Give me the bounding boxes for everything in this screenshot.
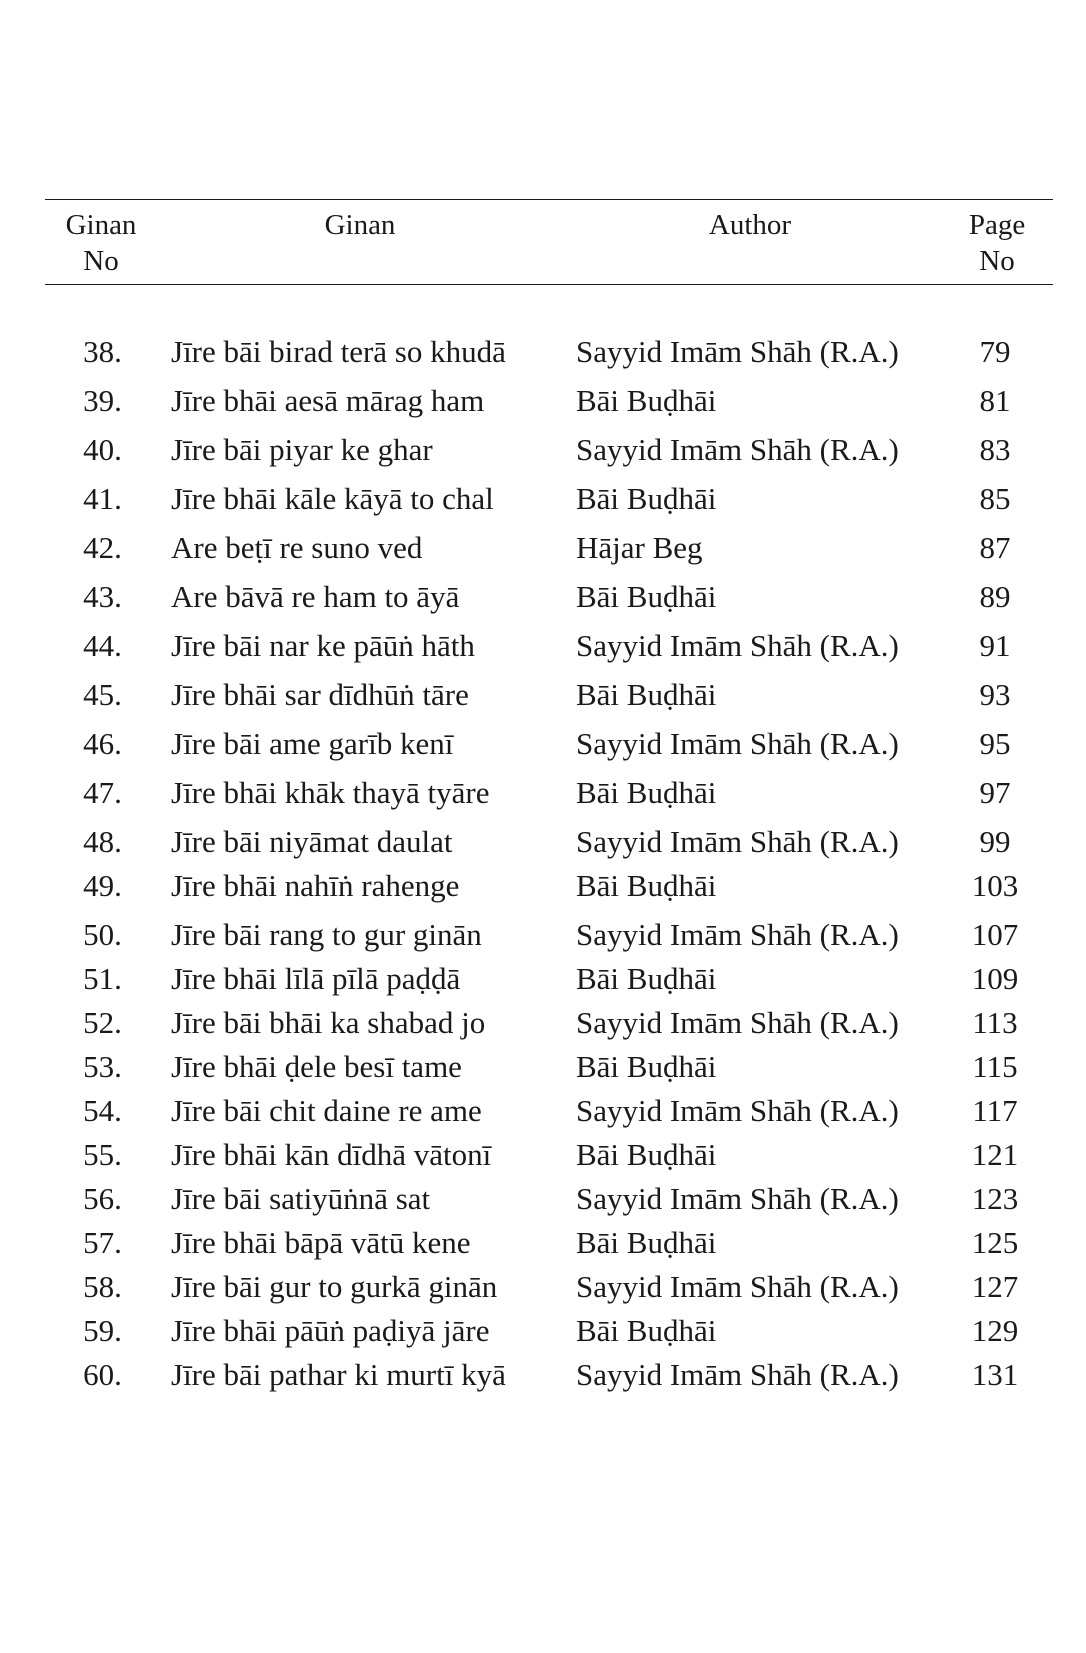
ginan-page-number: 117 <box>972 1093 1018 1128</box>
ginan-number: 44. <box>83 628 122 663</box>
ginan-number: 45. <box>83 677 122 712</box>
table-row <box>0 1089 1086 1133</box>
ginan-author: Sayyid Imām Shāh (R.A.) <box>576 917 899 952</box>
ginan-page-number: 127 <box>971 1269 1019 1304</box>
ginan-page-number: 85 <box>979 481 1011 516</box>
ginan-author: Sayyid Imām Shāh (R.A.) <box>576 1093 899 1128</box>
table-row <box>0 330 1086 374</box>
table-row <box>0 575 1086 619</box>
ginan-page-number: 93 <box>979 677 1011 712</box>
ginan-page-number: 123 <box>971 1181 1019 1216</box>
ginan-page-number: 87 <box>979 530 1011 565</box>
ginan-title: Jīre bāi chit daine re ame <box>171 1093 482 1128</box>
ginan-page-number: 113 <box>972 1005 1018 1040</box>
table-row <box>0 1309 1086 1353</box>
header-author-label: Author <box>708 209 792 241</box>
ginan-title: Jīre bāi gur to gurkā ginān <box>171 1269 498 1304</box>
ginan-page-number: 131 <box>971 1357 1019 1392</box>
ginan-page-number: 125 <box>971 1225 1019 1260</box>
ginan-page-number: 81 <box>979 383 1011 418</box>
ginan-title: Jīre bhāi nahīṅ rahenge <box>171 868 460 903</box>
ginan-author: Bāi Buḍhāi <box>576 868 717 903</box>
ginan-title: Jīre bhāi pāūṅ paḍiyā jāre <box>171 1313 490 1348</box>
table-row <box>0 1221 1086 1265</box>
ginan-author: Bāi Buḍhāi <box>576 481 717 516</box>
ginan-number: 48. <box>83 824 122 859</box>
ginan-author: Bāi Buḍhāi <box>576 383 717 418</box>
ginan-page-number: 129 <box>971 1313 1019 1348</box>
ginan-title: Jīre bhāi ḍele besī tame <box>171 1049 462 1084</box>
ginan-author: Hājar Beg <box>576 530 703 565</box>
ginan-author: Bāi Buḍhāi <box>576 677 717 712</box>
ginan-number: 54. <box>83 1093 122 1128</box>
table-row <box>0 1265 1086 1309</box>
header-ginan-label: Ginan <box>324 209 396 241</box>
table-row <box>0 1045 1086 1089</box>
ginan-number: 58. <box>83 1269 122 1304</box>
ginan-title: Jīre bāi bhāi ka shabad jo <box>171 1005 486 1040</box>
ginan-page-number: 83 <box>979 432 1011 467</box>
ginan-number: 50. <box>83 917 122 952</box>
ginan-number: 52. <box>83 1005 122 1040</box>
ginan-page-number: 91 <box>979 628 1011 663</box>
table-row <box>0 864 1086 908</box>
ginan-number: 53. <box>83 1049 122 1084</box>
ginan-title: Jīre bhāi bāpā vātū kene <box>171 1225 471 1260</box>
ginan-number: 41. <box>83 481 122 516</box>
ginan-author: Sayyid Imām Shāh (R.A.) <box>576 628 899 663</box>
table-row <box>0 477 1086 521</box>
ginan-author: Sayyid Imām Shāh (R.A.) <box>576 1357 899 1392</box>
ginan-title: Are bāvā re ham to āyā <box>171 579 460 614</box>
ginan-title: Jīre bhāi kāle kāyā to chal <box>171 481 494 516</box>
ginan-author: Bāi Buḍhāi <box>576 961 717 996</box>
ginan-author: Bāi Buḍhāi <box>576 1313 717 1348</box>
ginan-page-number: 99 <box>979 824 1011 859</box>
ginan-page-number: 89 <box>979 579 1011 614</box>
table-row <box>0 913 1086 957</box>
ginan-author: Bāi Buḍhāi <box>576 775 717 810</box>
ginan-author: Sayyid Imām Shāh (R.A.) <box>576 432 899 467</box>
ginan-title: Jīre bāi niyāmat daulat <box>171 824 453 859</box>
ginan-number: 46. <box>83 726 122 761</box>
ginan-number: 42. <box>83 530 122 565</box>
ginan-author: Sayyid Imām Shāh (R.A.) <box>576 1269 899 1304</box>
ginan-title: Jīre bāi satiyūṅnā sat <box>171 1181 431 1216</box>
ginan-author: Bāi Buḍhāi <box>576 579 717 614</box>
ginan-page-number: 115 <box>972 1049 1018 1084</box>
ginan-title: Jīre bhāi aesā mārag ham <box>171 383 485 418</box>
ginan-title: Jīre bhāi sar dīdhūṅ tāre <box>171 677 469 712</box>
ginan-title: Jīre bhāi khāk thayā tyāre <box>171 775 490 810</box>
ginan-page-number: 109 <box>971 961 1019 996</box>
table-row <box>0 1353 1086 1397</box>
table-row <box>0 771 1086 815</box>
table-row <box>0 428 1086 472</box>
table-row <box>0 379 1086 423</box>
ginan-title: Jīre bāi ame garīb kenī <box>171 726 454 761</box>
ginan-title: Jīre bhāi kān dīdhā vātonī <box>171 1137 492 1172</box>
ginan-author: Bāi Buḍhāi <box>576 1225 717 1260</box>
header-page-no-label: Page No <box>968 209 1026 277</box>
ginan-number: 51. <box>83 961 122 996</box>
ginan-page-number: 121 <box>971 1137 1019 1172</box>
ginan-page-number: 95 <box>979 726 1011 761</box>
ginan-title: Jīre bāi nar ke pāūṅ hāth <box>171 628 475 663</box>
table-row <box>0 722 1086 766</box>
ginan-number: 49. <box>83 868 122 903</box>
ginan-number: 56. <box>83 1181 122 1216</box>
table-row <box>0 1001 1086 1045</box>
ginan-title: Jīre bāi rang to gur ginān <box>171 917 482 952</box>
ginan-page-number: 79 <box>979 334 1011 369</box>
ginan-number: 55. <box>83 1137 122 1172</box>
ginan-author: Bāi Buḍhāi <box>576 1049 717 1084</box>
table-row <box>0 673 1086 717</box>
ginan-page-number: 103 <box>971 868 1019 903</box>
ginan-author: Sayyid Imām Shāh (R.A.) <box>576 726 899 761</box>
ginan-page-number: 107 <box>971 917 1019 952</box>
table-row <box>0 1133 1086 1177</box>
ginan-author: Sayyid Imām Shāh (R.A.) <box>576 1005 899 1040</box>
table-row <box>0 820 1086 864</box>
ginan-author: Sayyid Imām Shāh (R.A.) <box>576 1181 899 1216</box>
ginan-page-number: 97 <box>979 775 1011 810</box>
table-row <box>0 526 1086 570</box>
ginan-title: Jīre bhāi līlā pīlā paḍḍā <box>171 961 461 996</box>
ginan-title: Jīre bāi birad terā so khudā <box>171 334 506 369</box>
ginan-number: 47. <box>83 775 122 810</box>
table-row <box>0 957 1086 1001</box>
table-row <box>0 1177 1086 1221</box>
ginan-number: 38. <box>83 334 122 369</box>
table-row <box>0 624 1086 668</box>
header-ginan-no-label: Ginan No <box>65 209 137 277</box>
ginan-author: Bāi Buḍhāi <box>576 1137 717 1172</box>
ginan-author: Sayyid Imām Shāh (R.A.) <box>576 824 899 859</box>
ginan-number: 59. <box>83 1313 122 1348</box>
ginan-author: Sayyid Imām Shāh (R.A.) <box>576 334 899 369</box>
ginan-number: 60. <box>83 1357 122 1392</box>
ginan-number: 39. <box>83 383 122 418</box>
ginan-number: 43. <box>83 579 122 614</box>
ginan-title: Jīre bāi pathar ki murtī kyā <box>171 1357 506 1392</box>
ginan-title: Are beṭī re suno ved <box>171 530 423 565</box>
ginan-number: 40. <box>83 432 122 467</box>
ginan-title: Jīre bāi piyar ke ghar <box>171 432 433 467</box>
ginan-number: 57. <box>83 1225 122 1260</box>
